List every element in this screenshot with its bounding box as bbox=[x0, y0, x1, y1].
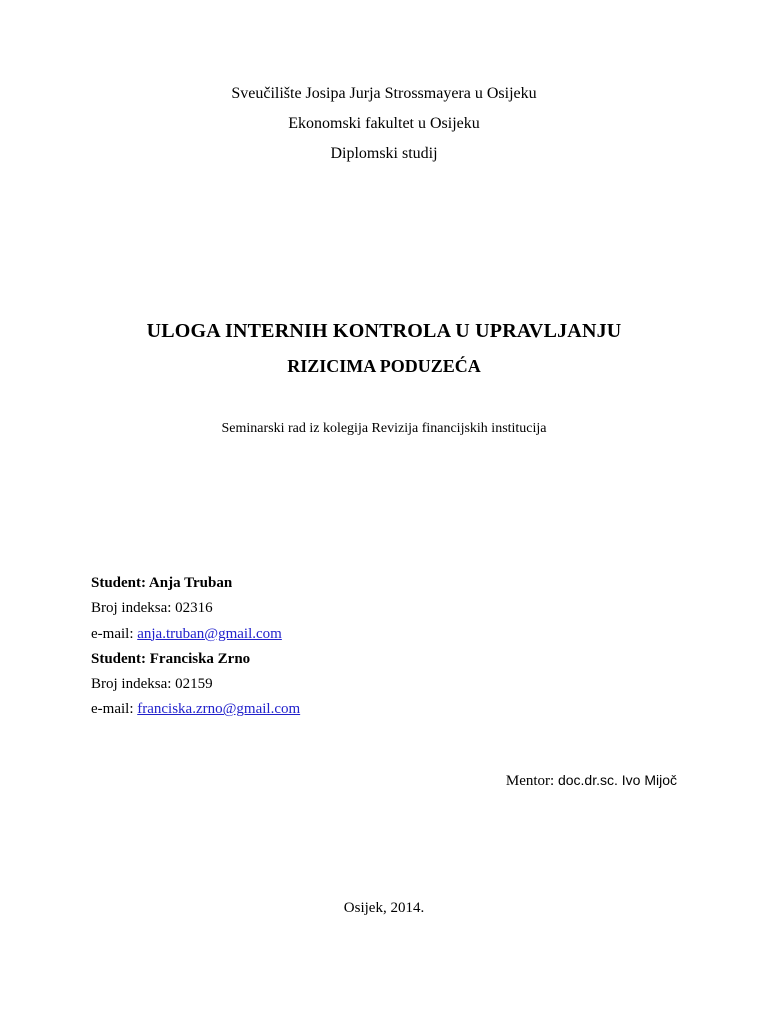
student-index: Broj indeksa: 02316 bbox=[91, 600, 213, 617]
student-name: Student: Anja Truban bbox=[91, 575, 233, 591]
student-name: Student: Franciska Zrno bbox=[91, 650, 251, 667]
email-link[interactable]: anja.truban@gmail.com bbox=[137, 625, 282, 642]
title-line-2: RIZICIMA PODUZEĆA bbox=[287, 356, 481, 376]
title-line-1: ULOGA INTERNIH KONTROLA U UPRAVLJANJU bbox=[146, 320, 622, 342]
place-and-year: Osijek, 2014. bbox=[343, 900, 425, 916]
university-name: Sveučilište Josipa Jurja Strossmayera u Osijeku bbox=[231, 85, 537, 102]
subtitle: Seminarski rad iz kolegija Revizija financijskih institucija bbox=[221, 421, 547, 436]
study-program: Diplomski studij bbox=[330, 145, 438, 162]
email-link[interactable]: franciska.zrno@gmail.com bbox=[137, 701, 301, 718]
student-email-row bbox=[91, 697, 300, 722]
student-info bbox=[91, 571, 300, 723]
mentor-label: Mentor: bbox=[505, 773, 558, 789]
email-label: e-mail: bbox=[91, 701, 138, 718]
email-label: e-mail: bbox=[91, 625, 138, 642]
mentor-name: doc.dr.sc. Ivo Mijoč bbox=[557, 772, 677, 788]
student-index: Broj indeksa: 02159 bbox=[91, 676, 213, 693]
mentor-line bbox=[506, 772, 677, 790]
student-email-row bbox=[91, 622, 300, 647]
faculty-name: Ekonomski fakultet u Osijeku bbox=[288, 115, 480, 132]
